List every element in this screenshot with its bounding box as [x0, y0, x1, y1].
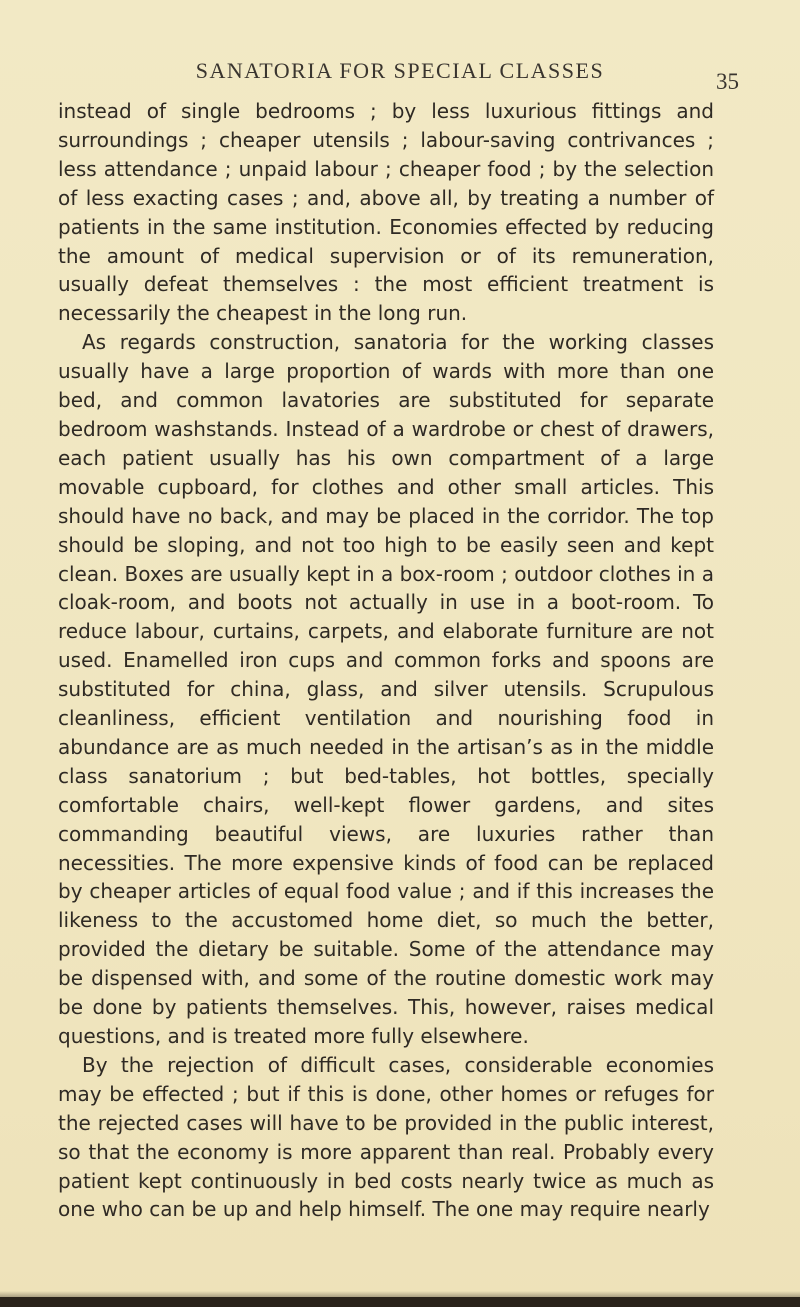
page-header [56, 58, 744, 94]
body-text [58, 97, 714, 1224]
page-bottom-edge [0, 1297, 800, 1307]
paragraph-2: As regards construction, sanatoria for the working classes usually have a large proportion of wards with more than one bed, and common lavatories are substituted for separate bedroom washstands. Instead of a wardrobe or chest of drawers, each patient usually has his own compartment of a large movable cupboard, for clothes and other small articles. This should have no back, and may be placed in the corridor. The top should be sloping, and not too high to be easily seen and kept clean. Boxes are usually kept in a box-room ; outdoor clothes in a cloak-room, and boots not actually in use in a boot-room. To reduce labour, curtains, carpets, and elaborate furniture are not used. Enamelled iron cups and common forks and spoons are substituted for china, glass, and silver utensils. Scrupulous cleanliness, efficient ventilation and nourishing food in abundance are as much needed in the artisan’s as in the middle class sanatorium ; but bed-tables, hot bottles, specially comfortable chairs, well-kept flower gardens, and sites commanding beautiful views, are luxuries rather than necessities. The more expensive kinds of food can be replaced by cheaper articles of equal food value ; and if this increases the likeness to the accustomed home diet, so much the better, provided the dietary be suitable. Some of the attendance may be dispensed with, and some of the routine domestic work may be done by patients themselves. This, however, raises medical questions, and is treated more fully elsewhere. [58, 330, 714, 1048]
running-title: SANATORIA FOR SPECIAL CLASSES [195, 58, 605, 83]
page-number: 35 [716, 69, 739, 94]
paragraph-1: instead of single bedrooms ; by less luxurious fittings and surroundings ; cheaper utensils ; labour-saving contrivances ; less attendance ; unpaid labour ; cheaper food ; by the selection of less exacting cases ; and, above all, by treating a number of patients in the same institution. Economies effected by reducing the amount of medical supervision or of its remuneration, usually defeat themselves : the most efficient treatment is necessarily the cheapest in the long run. [58, 99, 714, 326]
paragraph-3: By the rejection of difficult cases, considerable economies may be effected ; but if this is done, other homes or refuges for the rejected cases will have to be provided in the public interest, so that the economy is more apparent than real. Probably every patient kept continuously in bed costs nearly twice as much as one who can be up and help himself. The one may require nearly [58, 1052, 714, 1222]
